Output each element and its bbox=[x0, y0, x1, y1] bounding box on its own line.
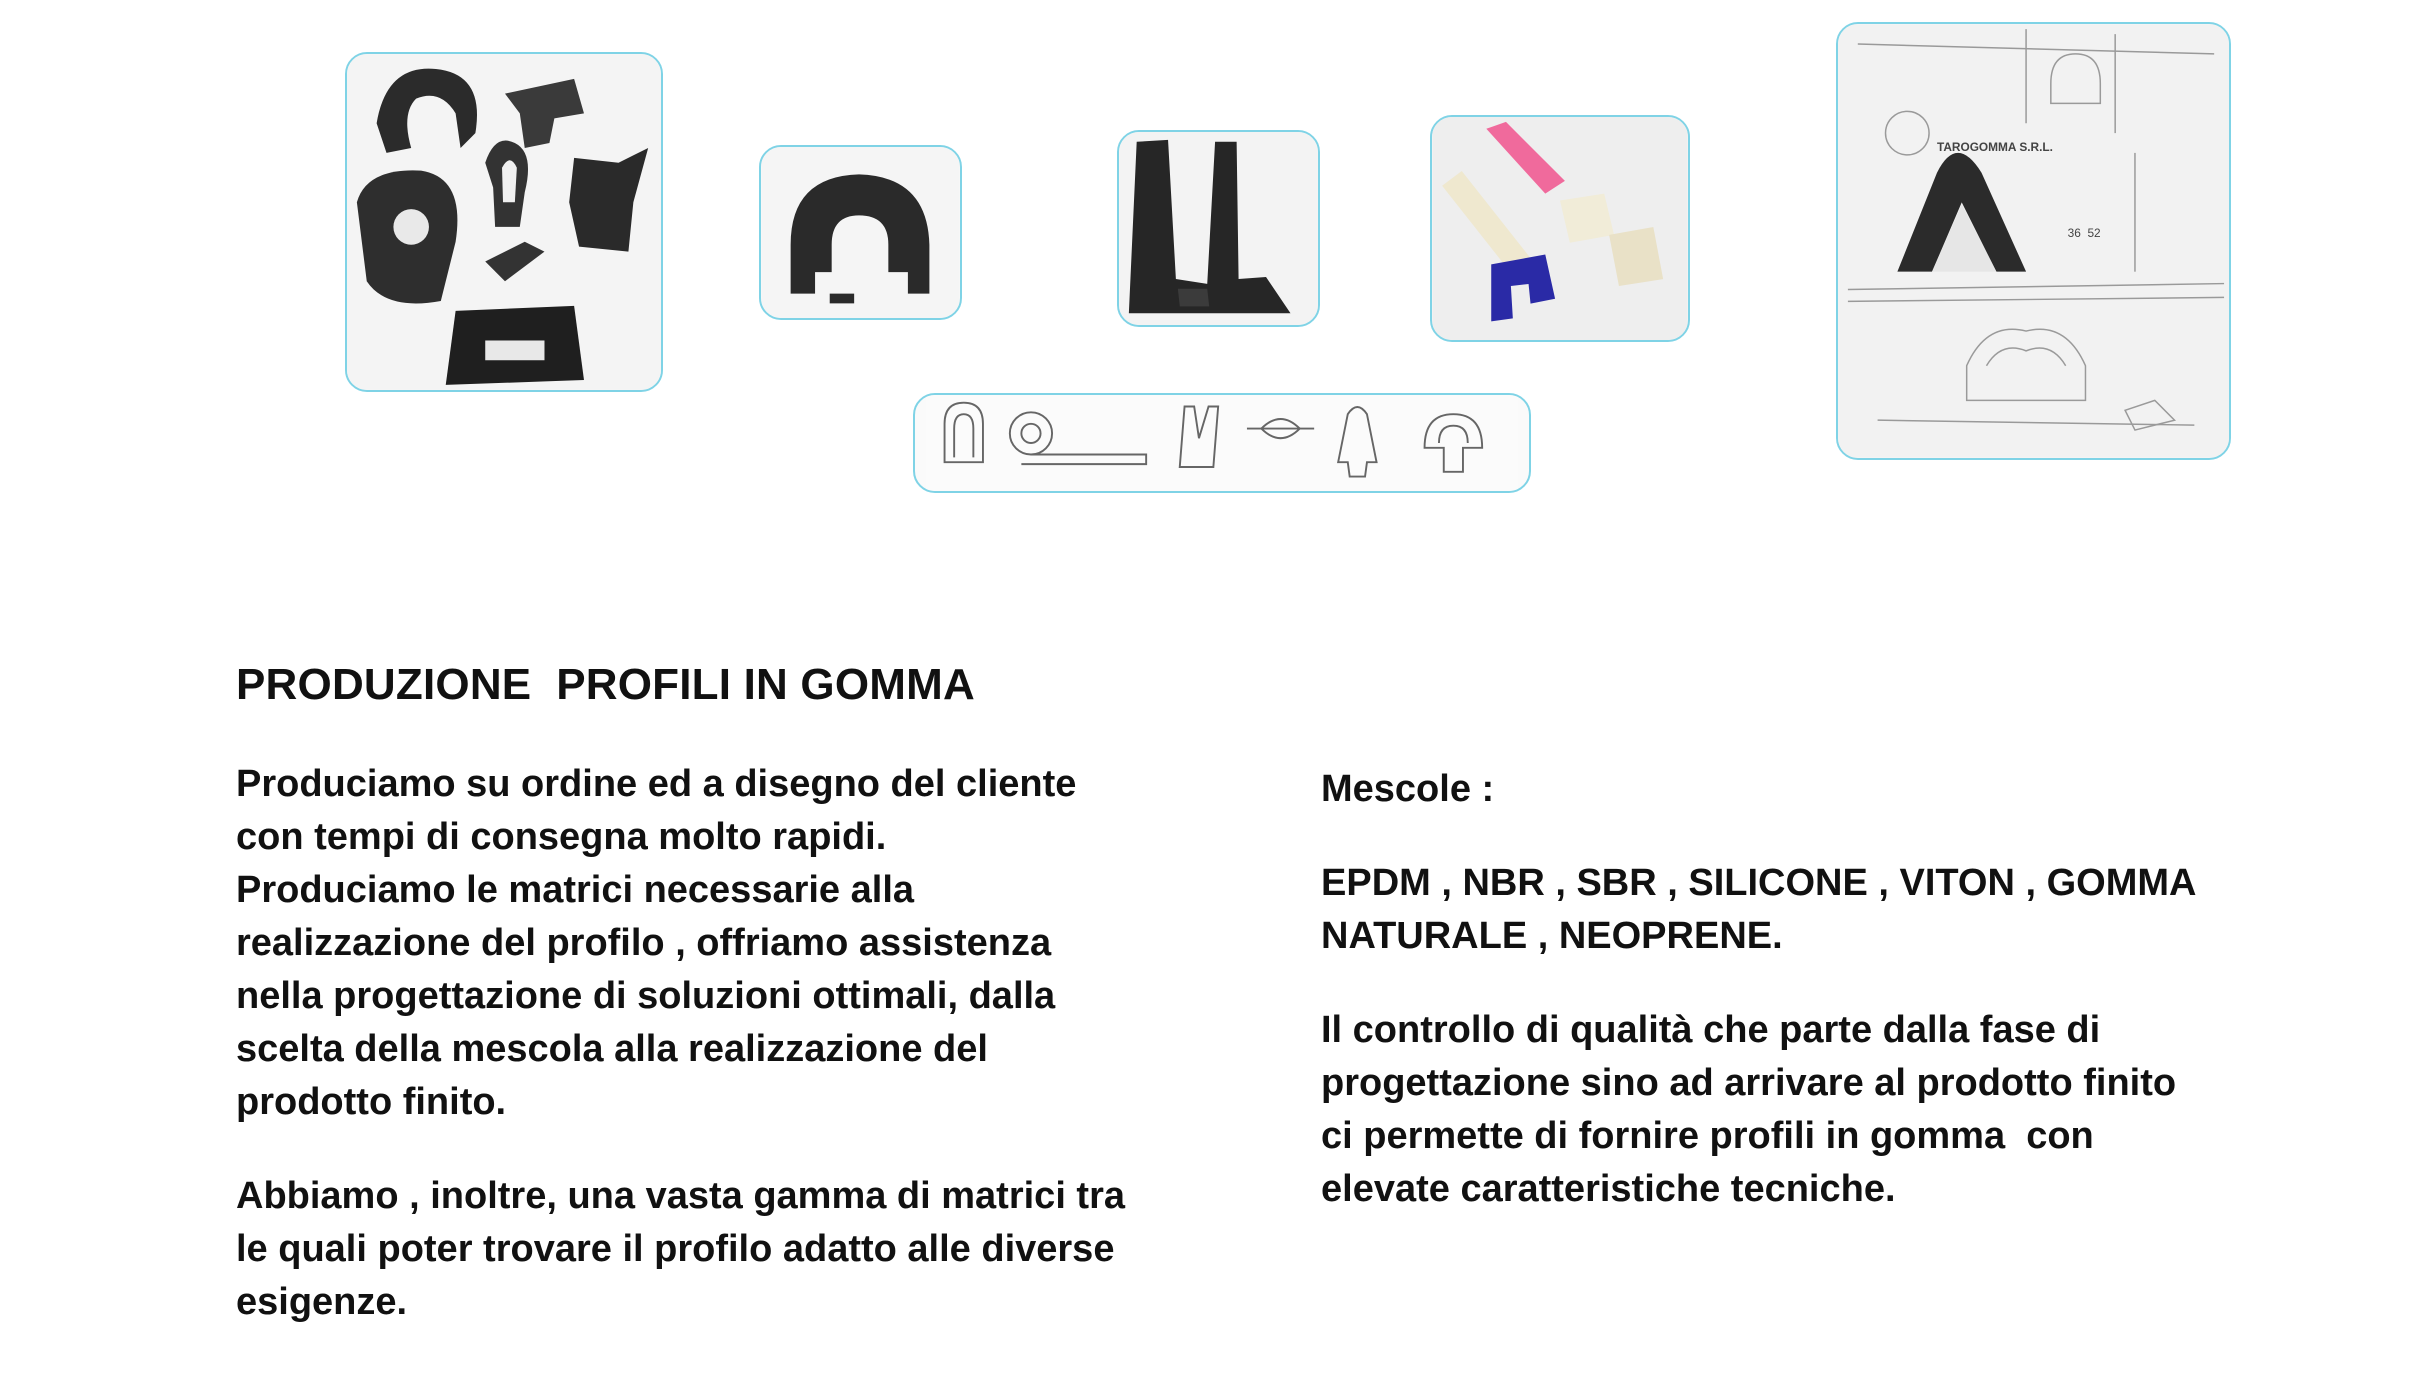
materials-line: NATURALE , NEOPRENE. bbox=[1321, 915, 1783, 957]
matrix-range-line: Abbiamo , inoltre, una vasta gamma di matrici tra bbox=[236, 1175, 1126, 1217]
intro-line: nella progettazione di soluzioni ottimali, dalla bbox=[236, 975, 1056, 1017]
technical-drawing-illustration bbox=[1838, 24, 2229, 458]
intro-line: Produciamo su ordine ed a disegno del cliente bbox=[236, 763, 1077, 805]
profile-sections-illustration bbox=[915, 395, 1529, 491]
drawing-dim-52: 52 bbox=[2087, 226, 2101, 241]
quality-line: elevate caratteristiche tecniche. bbox=[1321, 1168, 1896, 1210]
photo-technical-drawing bbox=[1836, 22, 2231, 460]
photo-rubber-profiles-assorted bbox=[345, 52, 663, 392]
quality-control-paragraph bbox=[1321, 1004, 2351, 1216]
intro-line: scelta della mescola alla realizzazione del bbox=[236, 1028, 988, 1070]
matrix-range-paragraph bbox=[236, 1170, 1196, 1329]
mescole-heading-block bbox=[1321, 763, 2351, 816]
rubber-profiles-illustration bbox=[347, 54, 661, 390]
intro-line: prodotto finito. bbox=[236, 1081, 507, 1123]
intro-line: realizzazione del profilo , offriamo assistenza bbox=[236, 922, 1052, 964]
page-title: PRODUZIONE PROFILI IN GOMMA bbox=[236, 660, 975, 709]
intro-paragraph bbox=[236, 758, 1196, 1129]
photo-colored-profiles bbox=[1430, 115, 1690, 342]
d-profile-illustration bbox=[761, 147, 960, 318]
matrix-range-line: esigenze. bbox=[236, 1281, 408, 1323]
photo-d-profile bbox=[759, 145, 962, 320]
materials-line: EPDM , NBR , SBR , SILICONE , VITON , GOMMA bbox=[1321, 862, 2197, 904]
drawing-dim-36: 36 bbox=[2067, 226, 2081, 241]
photo-profile-sections-strip bbox=[913, 393, 1531, 493]
quality-line: ci permette di fornire profili in gomma con bbox=[1321, 1115, 2094, 1157]
colored-profiles-illustration bbox=[1432, 117, 1688, 340]
intro-line: Produciamo le matrici necessarie alla bbox=[236, 869, 915, 911]
intro-line: con tempi di consegna molto rapidi. bbox=[236, 816, 887, 858]
materials-list bbox=[1321, 857, 2351, 963]
quality-line: Il controllo di qualità che parte dalla fase di bbox=[1321, 1009, 2101, 1051]
photo-channel-profile bbox=[1117, 130, 1320, 327]
matrix-range-line: le quali poter trovare il profilo adatto alle diverse bbox=[236, 1228, 1115, 1270]
channel-profile-illustration bbox=[1119, 132, 1318, 325]
quality-line: progettazione sino ad arrivare al prodotto finito bbox=[1321, 1062, 2177, 1104]
mescole-heading: Mescole : bbox=[1321, 768, 1495, 810]
drawing-company-label: TAROGOMMA S.R.L. bbox=[1936, 139, 2053, 154]
